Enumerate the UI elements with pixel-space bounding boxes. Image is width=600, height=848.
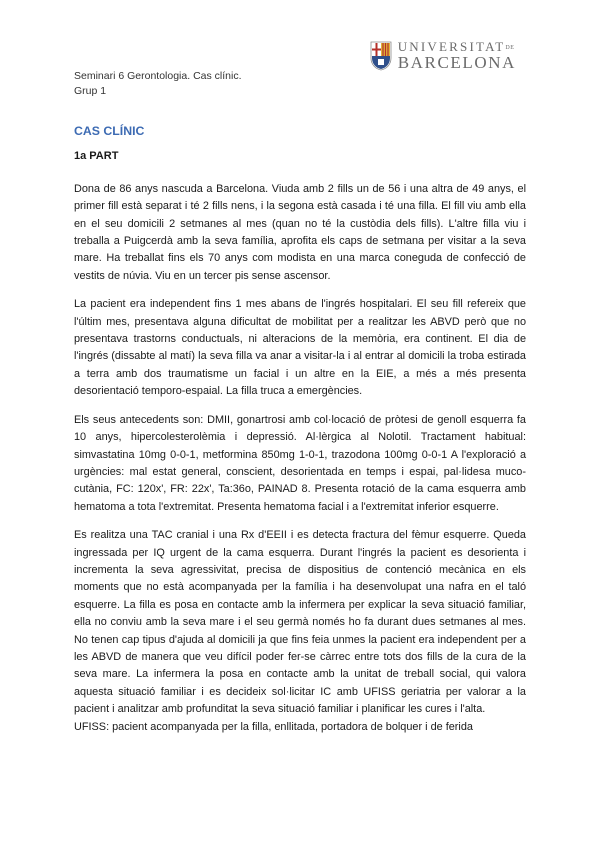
document-header: [74, 69, 242, 99]
university-name-line2: BARCELONA: [397, 53, 516, 72]
seminar-title: Seminari 6 Gerontologia. Cas clínic.: [74, 70, 242, 82]
part-heading: 1a PART: [74, 150, 119, 163]
paragraph-patient-background: Dona de 86 anys nascuda a Barcelona. Viuda amb 2 fills un de 56 i una altra de 49 anys, el primer fill està separat i té 2 fills nens, i la segona està casada i té una filla. El fill viu amb ella en el seu domicili 2 setmanes al mes (quan no té la custòdia dels fills). L'altre filla viu i treballa a Puigcerdà amb la seva família, aprofita els caps de setmana per visitar a la seva mare. Ha treballat fins els 70 anys com modista en una marca coneguda de confecció de vestits de núvia. Viu en un tercer pis sense ascensor.: [74, 182, 526, 282]
document-body: [74, 123, 526, 747]
university-logo: [370, 40, 516, 71]
university-name-line1: UNIVERSITAT: [397, 39, 506, 54]
university-crest-icon: [370, 41, 392, 71]
paragraph-medical-history: Els seus antecedents son: DMII, gonartrosi amb col·locació de pròtesi de genoll esquerra fa 10 anys, hipercolesterolèmia i depressió. Al·lèrgica al Nolotil. Tractament habitual: simvastatina 10mg 0-0-1, metformina 850mg 1-0-1, trazodona 100mg 0-0-1 A l'exploració a urgències: mal estat general, conscient, desorientada en temps i espai, pal·lidesa muco-cutània, FC: 120x', FR: 22x', Ta:36o, PAINAD 8. Presenta rotació de la cama esquerra amb hematoma a tota l'extremitat. Presenta hematoma facial i a l'extremitat inferior esquerre.: [74, 413, 526, 513]
paragraph-ufiss: UFISS: pacient acompanyada per la filla, enllitada, portadora de bolquer i de ferida: [74, 720, 473, 733]
university-name-de: DE: [505, 45, 515, 52]
university-name: [398, 40, 516, 71]
group-label: Grup 1: [74, 85, 107, 97]
document-title: CAS CLÍNIC: [74, 124, 145, 138]
paragraph-admission: La pacient era independent fins 1 mes abans de l'ingrés hospitalari. El seu fill refereix que l'últim mes, presentava alguna dificultat de mobilitat per a realitzar les ABVD però que no presentava trastorns conductuals, ni alteracions de la memòria, era continent. El dia de l'ingrés (dissabte al matí) la seva filla va anar a visitar-la i al entrar al domicili la troba estirada a terra amb dos traumatisme un facial i un altre en la EIE, a més a més presenta desorientació temporo-espaial. La filla truca a emergències.: [74, 298, 526, 398]
paragraph-hospital-stay: Es realitza una TAC cranial i una Rx d'EEII i es detecta fractura del fèmur esquerre. Queda ingressada per IQ urgent de la cama esquerra. Durant l'ingrés la pacient es desorienta i incrementa la seva agressivitat, precisa de dispositius de contenció mecànica en els moments que no està acompanyada per la família i ha desenvolupat una nafra en el taló esquerre. La filla es posa en contacte amb la infermera per explicar la seva situació familiar, ella no conviu amb la seva mare i el seu germà només ho fa durant dues setmanes al mes. No tenen cap tipus d'ajuda al domicili ja que fins feia unmes la pacient era independent per a les ABVD de manera que veu difícil poder fer-se càrrec entre tots dos fills de la cura de la seva mare. La infermera la posa en contacte amb la unitat de treball social, qui valora aquesta situació familiar i es decideix sol·licitar IC amb UFISS geriatria per valorar a la pacient i analitzar amb profunditat la seva situació familiar i planificar les cures i l'alta.: [74, 529, 526, 716]
